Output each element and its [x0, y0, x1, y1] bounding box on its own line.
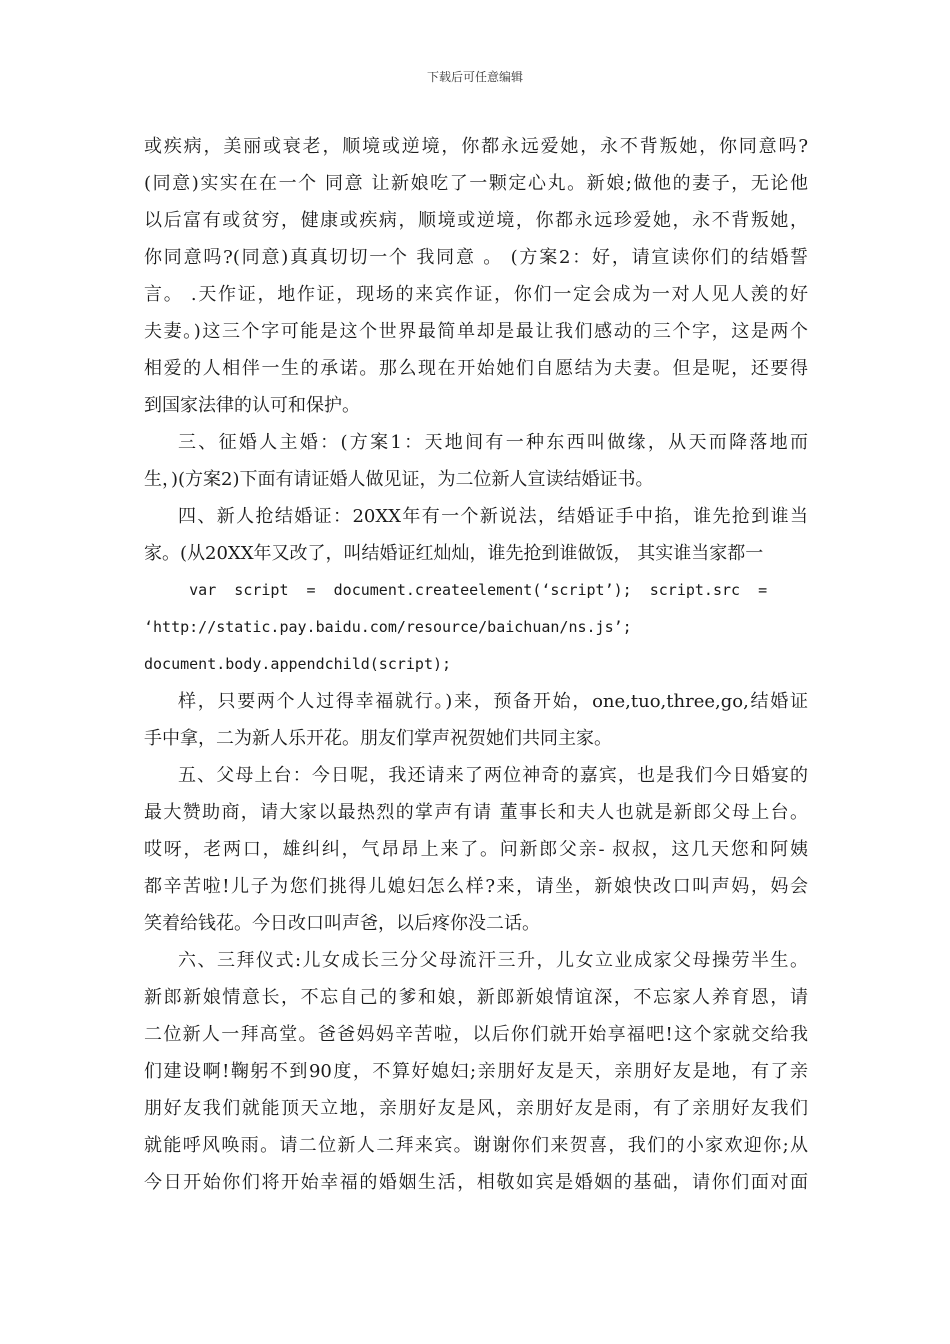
text-line: 相爱的人相伴一生的承诺。那么现在开始她们自愿结为夫妻。但是呢，还要得 — [144, 358, 808, 379]
text-line: 以后富有或贫穷，健康或疾病，顺境或逆境，你都永远珍爱她，永不背叛她， — [144, 210, 808, 231]
text-line: 哎呀，老两口，雄纠纠，气昂昂上来了。问新郎父亲- 叔叔，这几天您和阿姨 — [144, 839, 808, 860]
text-line: 家。(从20XX年又改了，叫结婚证红灿灿，谁先抢到谁做饭， 其实谁当家都一 — [144, 543, 764, 564]
text-line: 都辛苦啦!儿子为您们挑得儿媳妇怎么样?来，请坐，新娘快改口叫声妈，妈会 — [144, 876, 808, 897]
text-line: 夫妻。)这三个字可能是这个世界最简单却是最让我们感动的三个字，这是两个 — [144, 321, 808, 342]
text-line: 生，)(方案2)下面有请证婚人做见证，为二位新人宣读结婚证书。 — [144, 469, 654, 490]
code-line: ‘http://static.pay.baidu.com/resource/baichuan/ns.js’; — [144, 618, 632, 636]
text-line: 今日开始你们将开始幸福的婚姻生活，相敬如宾是婚姻的基础，请你们面对面 — [144, 1172, 808, 1193]
text-line: 样，只要两个人过得幸福就行。)来，预备开始，one,tuo,three,go,结婚证 — [178, 691, 808, 712]
text-line: 或疾病，美丽或衰老，顺境或逆境，你都永远爱她，永不背叛她，你同意吗? — [144, 136, 808, 157]
document-body — [144, 128, 808, 1201]
text-line: 最大赞助商，请大家以最热烈的掌声有请 董事长和夫人也就是新郎父母上台。 — [144, 802, 808, 823]
text-line: 六、三拜仪式:儿女成长三分父母流汗三升，儿女立业成家父母操劳半生。 — [178, 950, 808, 971]
code-line: document.body.appendchild(script); — [144, 655, 452, 673]
text-line: 三、征婚人主婚：(方案1：天地间有一种东西叫做缘，从天而降落地而 — [178, 432, 808, 453]
text-line: 们建设啊!鞠躬不到90度，不算好媳妇;亲朋好友是天，亲朋好友是地，有了亲 — [144, 1061, 808, 1082]
text-line: 你同意吗?(同意)真真切切一个 我同意 。 (方案2：好，请宣读你们的结婚誓 — [144, 247, 808, 268]
text-line: 四、新人抢结婚证：20XX年有一个新说法，结婚证手中掐，谁先抢到谁当 — [178, 506, 808, 527]
code-line: var script = document.createelement(‘script’); script.src = — [144, 581, 768, 599]
text-line: 言。 .天作证，地作证，现场的来宾作证，你们一定会成为一对人见人羡的好 — [144, 284, 808, 305]
page-header: 下载后可任意编辑 — [426, 70, 523, 84]
text-line: 就能呼风唤雨。请二位新人二拜来宾。谢谢你们来贺喜，我们的小家欢迎你;从 — [144, 1135, 808, 1156]
text-line: 笑着给钱花。今日改口叫声爸，以后疼你没二话。 — [144, 913, 540, 934]
text-line: 二位新人一拜高堂。爸爸妈妈辛苦啦，以后你们就开始享福吧!这个家就交给我 — [144, 1024, 808, 1045]
text-line: 朋好友我们就能顶天立地，亲朋好友是风，亲朋好友是雨，有了亲朋好友我们 — [144, 1098, 808, 1119]
text-line: (同意)实实在在一个 同意 让新娘吃了一颗定心丸。新娘;做他的妻子，无论他 — [144, 173, 808, 194]
text-line: 到国家法律的认可和保护。 — [144, 395, 360, 416]
text-line: 新郎新娘情意长，不忘自己的爹和娘，新郎新娘情谊深，不忘家人养育恩，请 — [144, 987, 808, 1008]
text-line: 五、父母上台：今日呢，我还请来了两位神奇的嘉宾，也是我们今日婚宴的 — [178, 765, 808, 786]
text-line: 手中拿，二为新人乐开花。朋友们掌声祝贺她们共同主家。 — [144, 728, 612, 749]
